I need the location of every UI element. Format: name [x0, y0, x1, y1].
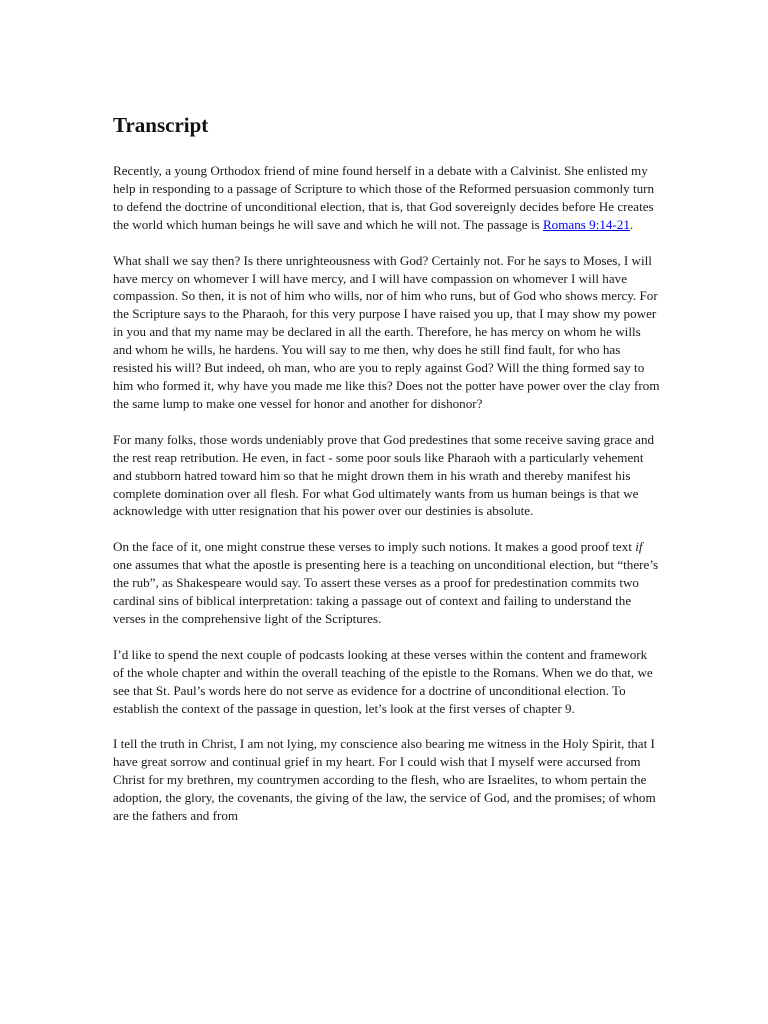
- paragraph-podcast-plan: I’d like to spend the next couple of podcasts looking at these verses within the content and framework of the whole chapter and within the overall teaching of the epistle to the Romans. When we do that, we see that St. Paul’s words here do not serve as evidence for a doctrine of unconditional election. To establish the context of the passage in question, let’s look at the first verses of chapter 9.: [113, 646, 653, 716]
- paragraph-proof-text: [113, 538, 661, 628]
- paragraph-proof-text-rest: one assumes that what the apostle is presenting here is a teaching on unconditional election, but “there’s the rub”, as Shakespeare would say. To assert these verses as a proof for predestination commits two cardinal sins of biblical interpretation: taking a passage out of context and failing to understand the verses in the comprehensive light of the Scriptures.: [113, 557, 659, 626]
- paragraph-chapter-9-quote: I tell the truth in Christ, I am not lying, my conscience also bearing me witness in the Holy Spirit, that I have great sorrow and continual grief in my heart. For I could wish that I myself were accursed from Christ for my brethren, my countrymen according to the flesh, who are Israelites, to whom pertain the adoption, the glory, the covenants, the giving of the law, the service of God, and the promises; of whom are the fathers and from: [113, 736, 656, 824]
- page-title: Transcript: [113, 113, 209, 137]
- paragraph-intro-end: .: [629, 216, 634, 232]
- paragraph-interpretation: For many folks, those words undeniably prove that God predestines that some receive saving grace and the rest reap retribution. He even, in fact - some poor souls like Pharaoh with a particularly vehement and stubborn hatred toward him so that he might drown them in his wrath and thereby manifest his complete domination over all flesh. For what God ultimately wants from us human beings is that we acknowledge with utter resignation that his power over our destinies is absolute.: [113, 431, 655, 519]
- paragraph-intro: [113, 162, 661, 234]
- paragraph-intro-text: Recently, a young Orthodox friend of mine found herself in a debate with a Calvinist. She enlisted my help in responding to a passage of Scripture to which those of the Reformed persuasion commonly turn to defend the doctrine of unconditional election, that is, that God sovereignly decides before He creates the world which human beings he will save and which he will not. The passage is: [113, 163, 655, 232]
- paragraph-scripture-quote: What shall we say then? Is there unrighteousness with God? Certainly not. For he says to Moses, I will have mercy on whomever I will have mercy, and I will have compassion on whomever I will have compassion. So then, it is not of him who wills, nor of him who runs, but of God who shows mercy. For the Scripture says to the Pharaoh, for this very purpose I have raised you up, that I may show my power in you and that my name may be declared in all the earth. Therefore, he has mercy on whom he wills and whom he wills, he hardens. You will say to me then, why does he still find fault, for who has resisted his will? But indeed, oh man, who are you to reply against God? Will the thing formed say to him who formed it, why have you made me like this? Does not the potter have power over the clay from the same lump to make one vessel for honor and another for dishonor?: [113, 252, 660, 411]
- paragraph-proof-text-start: On the face of it, one might construe these verses to imply such notions. It makes a good proof text: [113, 539, 636, 555]
- romans-9-14-21-link[interactable]: Romans 9:14-21: [542, 216, 630, 232]
- emphasis-if: if: [635, 539, 643, 555]
- transcript-page: [113, 112, 661, 843]
